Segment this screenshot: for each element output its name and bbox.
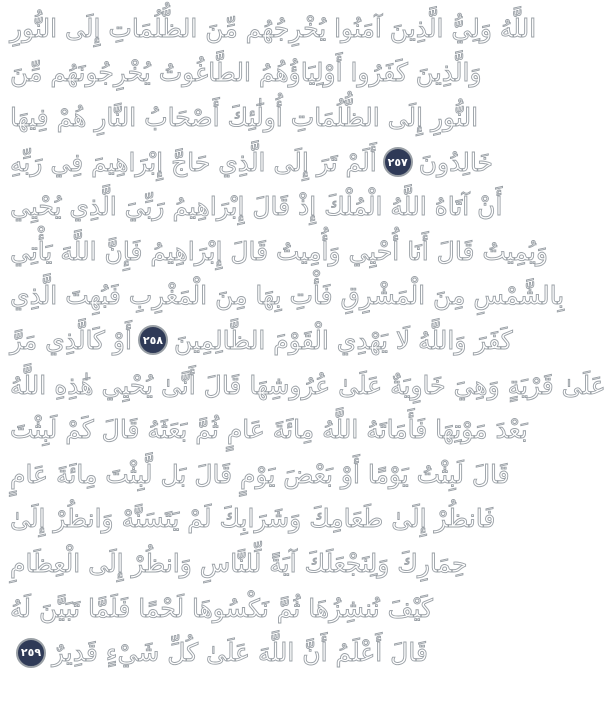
verse-number-marker: ٢٥٧: [383, 147, 413, 177]
line-text: أَنْ آتَاهُ اللَّهُ الْمُلْكَ إِذْ قَالَ إِبْرَاهِيمُ رَبِّيَ الَّذِي يُحْيِي: [10, 192, 503, 222]
line-text: اللَّهُ وَلِيُّ الَّذِينَ آمَنُوا يُخْرِجُهُم مِّنَ الظُّلُمَاتِ إِلَى النُّورِ: [10, 13, 537, 43]
text-line: [10, 407, 528, 452]
text-line: [10, 140, 493, 185]
line-text: بَعْدَ مَوْتِهَا فَأَمَاتَهُ اللَّهُ مِائَةَ عَامٍ ثُمَّ بَعَثَهُ قَالَ كَمْ لَبِثْتَ: [10, 415, 528, 445]
text-line: [10, 452, 510, 497]
text-line: [10, 6, 537, 51]
line-text: قَالَ لَبِثْتُ يَوْمًا أَوْ بَعْضَ يَوْمٍ قَالَ بَل لَّبِثْتَ مِائَةَ عَامٍ: [10, 459, 510, 489]
text-line: [10, 51, 482, 96]
text-line: [10, 541, 468, 586]
line-text: كَيْفَ نُنشِزُهَا ثُمَّ نَكْسُوهَا لَحْمًا فَلَمَّا تَبَيَّنَ لَهُ: [10, 593, 433, 623]
text-line: [10, 95, 479, 140]
text-line: [10, 318, 513, 363]
line-text: حِمَارِكَ وَلِنَجْعَلَكَ آيَةً لِّلنَّاسِ وَانظُرْ إِلَى الْعِظَامِ: [10, 548, 468, 578]
line-text: وَالَّذِينَ كَفَرُوا أَوْلِيَاؤُهُمُ الطَّاغُوتُ يُخْرِجُونَهُم مِّنَ: [10, 58, 482, 88]
text-line: [10, 586, 446, 631]
line-text: أَلَمْ تَرَ إِلَى الَّذِي حَاجَّ إِبْرَاهِيمَ فِي رَبِّهِ: [10, 147, 377, 177]
line-text: كَفَرَ وَاللَّهُ لَا يَهْدِي الْقَوْمَ الظَّالِمِينَ: [173, 325, 513, 355]
line-text: عَلَىٰ قَرْيَةٍ وَهِيَ خَاوِيَةٌ عَلَىٰ عُرُوشِهَا قَالَ أَنَّىٰ يُحْيِي هَٰذِهِ اللَّهُ: [10, 370, 606, 400]
text-line: [10, 363, 606, 408]
line-text: قَالَ أَعْلَمُ أَنَّ اللَّهَ عَلَىٰ كُلِّ شَيْءٍ قَدِيرٌ: [52, 638, 428, 668]
verse-number-marker: ٢٥٩: [16, 638, 46, 668]
text-line: [10, 229, 548, 274]
text-line: [10, 274, 565, 319]
verse-number-marker: ٢٥٨: [138, 325, 168, 355]
line-text: خَالِدُونَ: [418, 147, 493, 177]
text-line: [10, 184, 503, 229]
line-text: وَيُمِيتُ قَالَ أَنَا أُحْيِي وَأُمِيتُ قَالَ إِبْرَاهِيمُ فَإِنَّ اللَّهَ يَأْتِي: [10, 236, 548, 266]
line-text: النُّورِ إِلَى الظُّلُمَاتِ أُولَٰئِكَ أَصْحَابُ النَّارِ هُمْ فِيهَا: [10, 102, 479, 132]
line-text: أَوْ كَالَّذِي مَرَّ: [10, 325, 132, 355]
text-line: [10, 497, 496, 542]
line-text: بِالشَّمْسِ مِنَ الْمَشْرِقِ فَأْتِ بِهَا مِنَ الْمَغْرِبِ فَبُهِتَ الَّذِي: [10, 281, 565, 311]
text-line: [10, 630, 446, 675]
line-text: فَانظُرْ إِلَىٰ طَعَامِكَ وَشَرَابِكَ لَمْ يَتَسَنَّهْ وَانظُرْ إِلَىٰ: [10, 504, 496, 534]
